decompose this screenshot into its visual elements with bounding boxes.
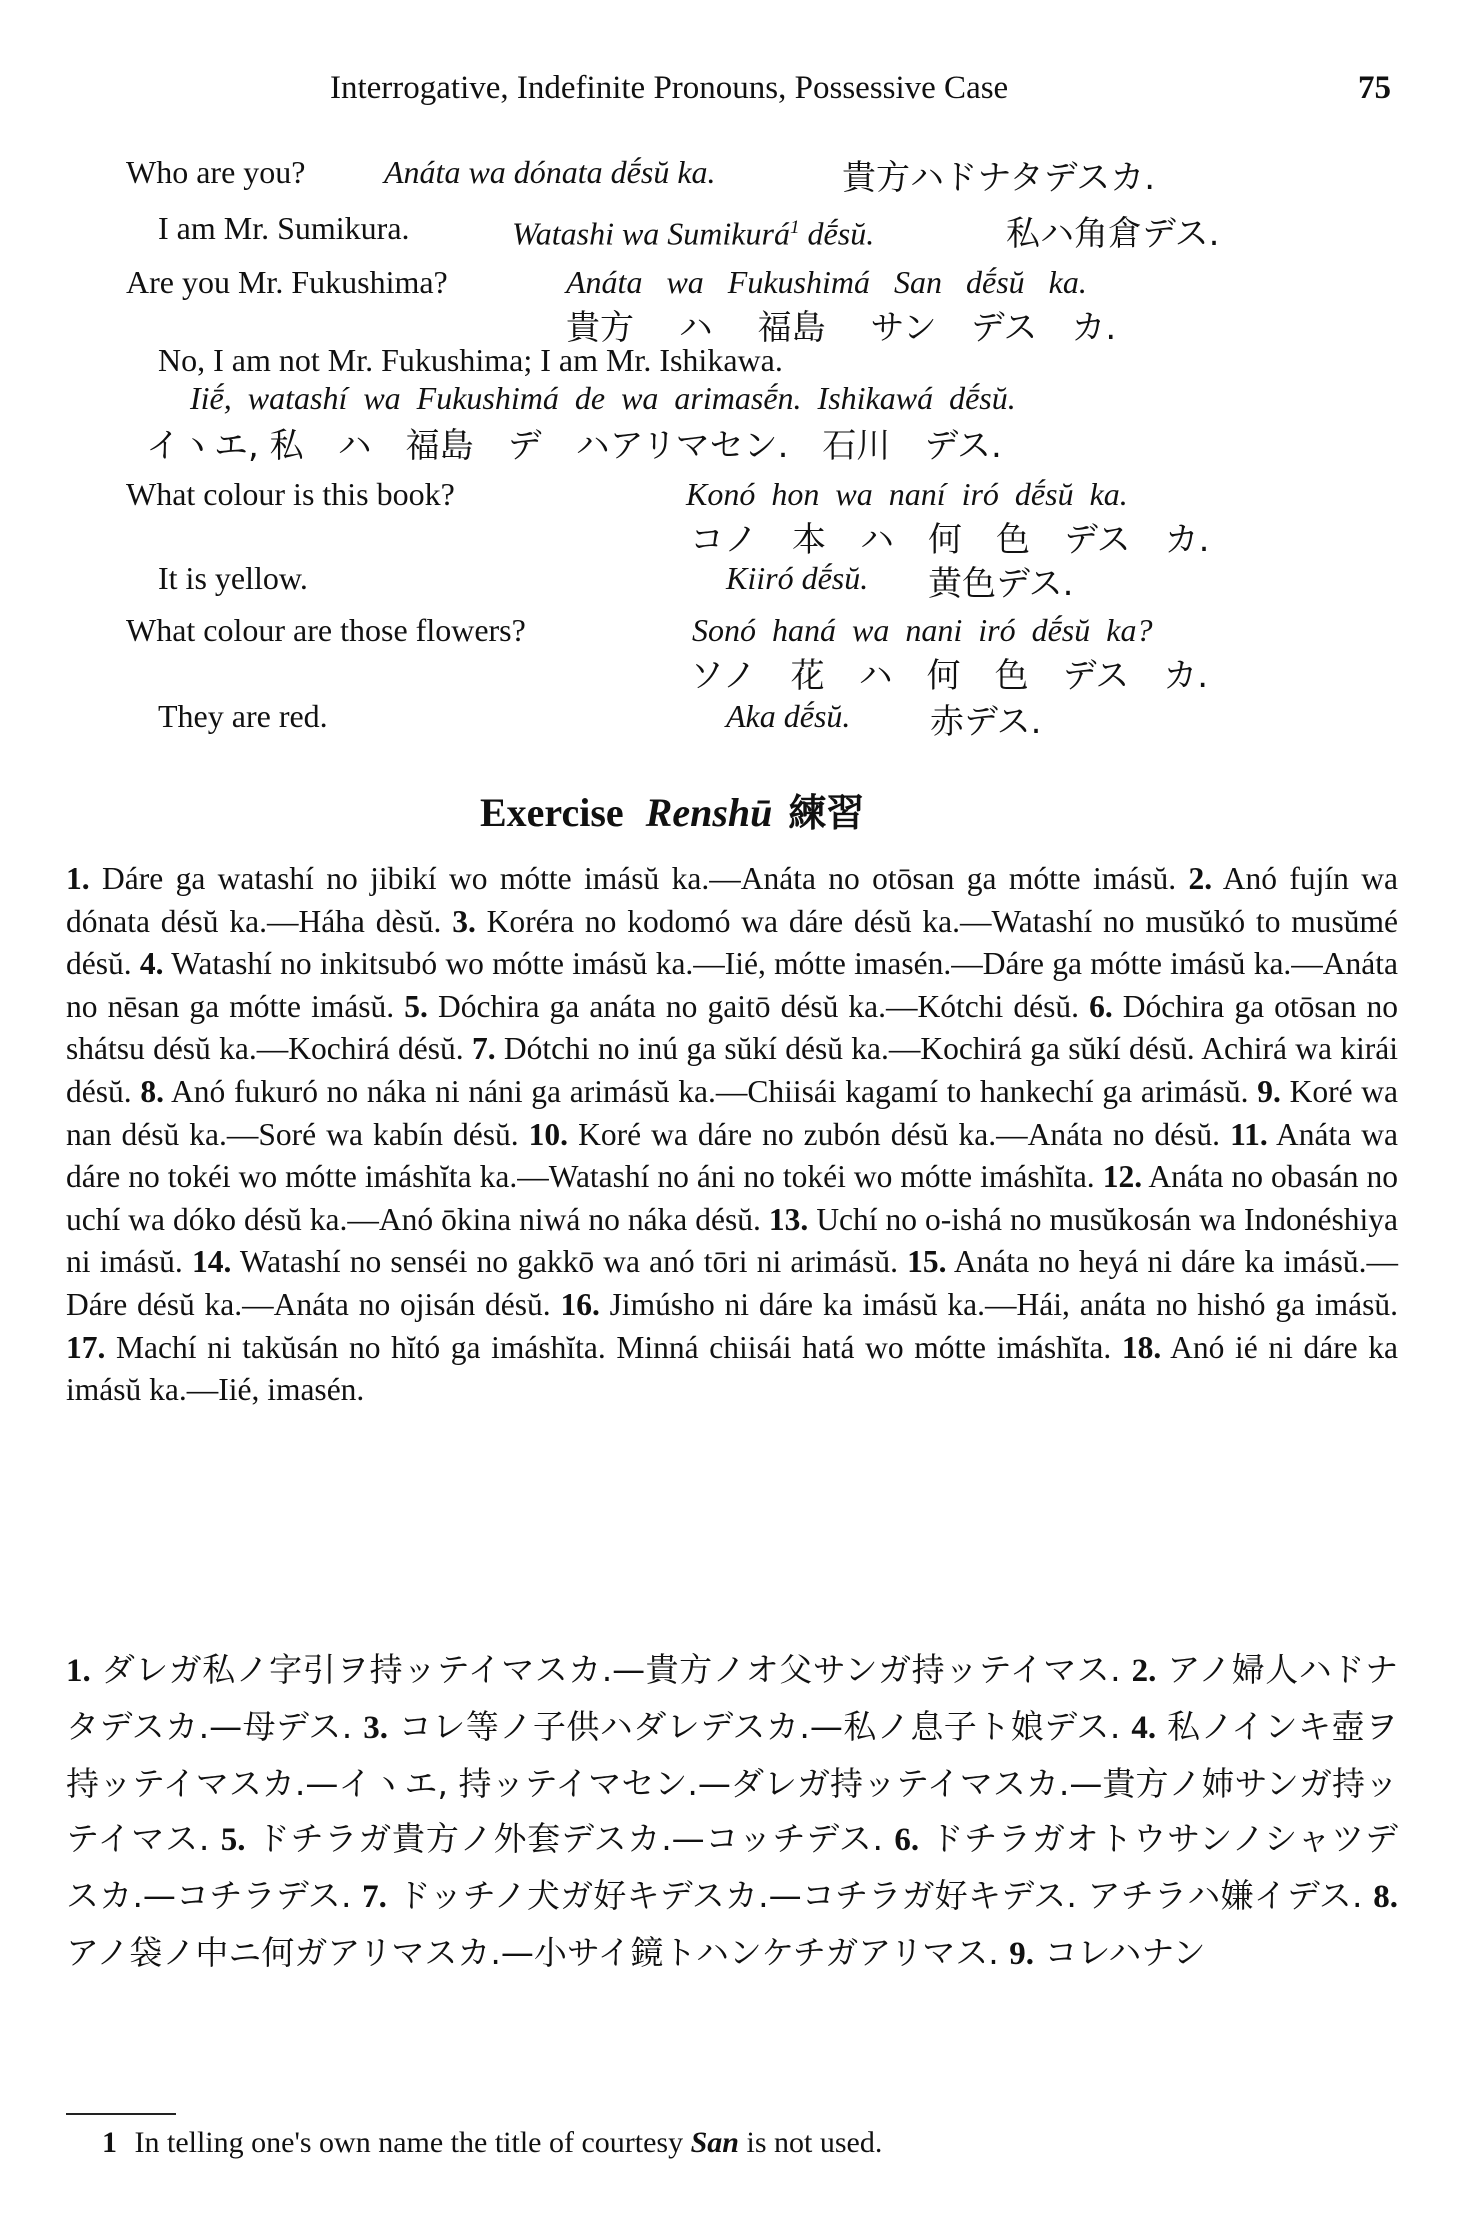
exercise-item-text: Anó ié ni dáre ka imásŭ ka.—Iié, imasén. [66,1329,1399,1408]
exercise-item-text: アノ袋ノ中ニ何ガアリマスカ.—小サイ鏡トハンケチガアリマス. [66,1933,999,1972]
dialogue-line-en: No, I am not Mr. Fukushima; I am Mr. Ishikawa. [158,342,783,378]
exercise-item [560,1287,1398,1322]
exercise-item-text: Anó fukuró no náka ni náni ga arimásŭ ka.—Chiisái kagamí to hankechí ga arimásŭ. [170,1073,1249,1109]
exercise-item-number: 13. [768,1201,809,1237]
exercise-item-text: Koré wa nan désŭ ka.—Soré wa kabín désŭ. [66,1073,1399,1152]
exercise-item-text: Anáta no obasán no uchí wa dóko désŭ ka.—Anó ōkina niwá no náka désŭ. [66,1159,1398,1237]
exercise-item-number: 9. [1257,1073,1281,1109]
romaji-text: dḗsŭ. [807,215,875,252]
footnote-marker: 1 [102,2126,117,2159]
dialogue-line-japanese: 黄色デス. [928,564,1074,604]
exercise-item-text: Anó fujín wa dónata désŭ ka.—Háha dèsŭ. [66,861,1398,939]
exercise-title: Exercise [480,790,624,835]
exercise-item-text: 私ノインキ壺ヲ持ッテイマスカ.—イヽエ, 持ッテイマセン.—ダレガ持ッテイマスカ.—貴方ノ姉サンガ持ッテイマス. [66,1707,1399,1858]
exercise-item-text: Jimúsho ni dáre ka imásŭ ka.—Hái, anáta no hishó ga imásŭ. [609,1286,1398,1322]
footnote-emphasis: San [690,2126,739,2159]
dialogue-line-romaji: Anáta wa Fukushimá San dḗsŭ ka. [566,264,1087,300]
exercise-item-text: Dóchira ga anáta no gaitō désŭ ka.—Kótchi désŭ. [438,988,1079,1024]
page-number: 75 [1358,70,1391,106]
exercise-item-number: 3. [452,903,476,939]
exercise-item-number: 15. [907,1244,947,1280]
exercise-item-number: 3. [363,1710,388,1746]
exercise-item-number: 2. [1188,861,1213,896]
exercise-item-number: 18. [1121,1329,1162,1365]
exercise-item-number: 2. [1131,1653,1157,1689]
exercise-item-number: 8. [140,1073,164,1109]
exercise-item [140,1074,1248,1109]
exercise-item-number: 5. [220,1822,246,1858]
exercise-item-text: Machí ni takŭsán no hĭtó ga imáshĭta. Minná chiisái hatá wo mótte imáshĭta. [116,1329,1112,1365]
footnote-text: In telling one's own name the title of courtesy [134,2126,684,2159]
exercise-item-text: Dótchi no inú ga sŭkí désŭ ka.—Kochirá ga sŭkí désŭ. Achirá wa kirái désŭ. [66,1031,1399,1109]
exercise-item-number: 4. [1131,1710,1157,1746]
exercise-item-text: Watashí no senséi no gakkō wa anó tōri ni arimásŭ. [239,1244,898,1280]
exercise-heading [480,782,864,837]
dialogue-line-en: It is yellow. [158,560,308,596]
exercise-item [363,1707,1120,1746]
exercise-item-number: 6. [894,1822,920,1858]
exercise-item-text: ドッチノ犬ガ好キデスカ.—コチラガ好キデス. アチラハ嫌イデス. [397,1876,1363,1915]
exercise-item-text: ダレガ私ノ字引ヲ持ッテイマスカ.—貴方ノオ父サンガ持ッテイマス. [101,1650,1121,1689]
exercise-item-text: コレ等ノ子供ハダレデスカ.—私ノ息子ト娘デス. [398,1707,1121,1746]
dialogue-line-en: I am Mr. Sumikura. [158,210,410,246]
exercise-item-number: 17. [66,1329,106,1365]
exercise-title-japanese: 練習 [788,791,865,835]
exercise-item-number: 11. [1230,1116,1268,1152]
exercise-item-text: Dáre ga watashí no jibikí wo mótte imásŭ ka.—Anáta no otōsan ga mótte imásŭ. [102,861,1177,896]
exercise-item-number: 4. [139,946,164,982]
exercise-item-number: 7. [362,1879,387,1915]
dialogue-line-romaji [512,208,874,254]
exercise-item-text: アノ婦人ハドナタデスカ.—母デス. [66,1650,1398,1746]
footnote-ref: 1 [789,217,800,238]
exercise-item-number: 1. [66,861,90,896]
exercise-item [1009,1933,1205,1972]
dialogue-line-en: What colour are those flowers? [126,612,526,648]
dialogue-line-romaji: Kiiró dḗsŭ. [726,560,869,596]
exercise-item-text: Watashí no inkitsubó wo mótte imásŭ ka.—Iié, mótte imasén.—Dáre ga mótte imásŭ ka.—Anáta no nēsan ga mótte imásŭ. [66,946,1399,1024]
dialogue-line-romaji: Anáta wa dónata dḗsŭ ka. [384,154,716,190]
exercise-item-text: Anáta no heyá ni dáre ka imásŭ.—Dáre désŭ ka.—Anáta no ojisán désŭ. [66,1244,1399,1322]
exercise-item-text: ドチラガオトウサンノシャツデスカ.—コチラデス. [66,1819,1398,1915]
dialogue-line-en: Are you Mr. Fukushima? [126,264,448,300]
footnote [102,2126,882,2160]
exercise-item-number: 14. [191,1244,232,1280]
dialogue-line-japanese: 貴方ハドナタデスカ. [842,158,1156,198]
dialogue-line-japanese: 赤デス. [930,702,1042,742]
exercise-item-text: Koréra no kodomó wa dáre désŭ ka.—Watashí no musŭkó to musŭmé désŭ. [66,903,1399,982]
footnote-rule [66,2113,176,2115]
exercise-item-number: 1. [66,1653,91,1689]
exercise-romaji-paragraph [66,858,1398,1412]
dialogue-line-en: Who are you? [126,154,306,190]
exercise-item-number: 16. [560,1286,600,1322]
running-header: Interrogative, Indefinite Pronouns, Possessive Case [330,70,1009,106]
exercise-item-text: Koré wa dáre no zubón désŭ ka.—Anáta no désŭ. [578,1116,1221,1152]
exercise-item-number: 9. [1009,1936,1035,1972]
dialogue-line-romaji: Sonó haná wa nani iró dḗsŭ ka? [692,612,1153,648]
exercise-item-text: ドチラガ貴方ノ外套デスカ.—コッチデス. [256,1819,884,1858]
exercise-item [404,989,1079,1024]
dialogue-line-japanese: ソノ 花 ハ 何 色 デス カ. [690,656,1209,696]
exercise-item [66,1330,1111,1365]
exercise-item-number: 12. [1102,1159,1143,1195]
dialogue-line-romaji: Konó hon wa naní iró dḗsŭ ka. [686,476,1128,512]
exercise-item [529,1117,1220,1152]
exercise-item [221,1819,883,1858]
romaji-text: Watashi wa Sumikurá [512,215,790,252]
exercise-item [192,1244,898,1279]
dialogue-line-romaji: Iiḗ, watashí wa Fukushimá de wa arimasḗn. Ishikawá dḗsŭ. [190,380,1016,416]
dialogue-line-en: They are red. [158,698,328,734]
exercise-item-text: Uchí no o-ishá no musŭkosán wa Indonéshiya ni imásŭ. [66,1201,1399,1280]
dialogue-line-japanese: イヽエ, 私 ハ 福島 デ ハアリマセン. 石川 デス. [146,426,1002,466]
exercise-item-number: 7. [471,1031,496,1067]
exercise-japanese-paragraph [66,1642,1398,1982]
exercise-item [66,861,1176,896]
dialogue-line-japanese: 貴方 ハ 福島 サン デス カ. [566,308,1117,348]
exercise-item [362,1876,1362,1915]
exercise-item-text: Anáta wa dáre no tokéi wo mótte imáshĭta ka.—Watashí no áni no tokéi wo mótte imáshĭta. [66,1116,1399,1195]
exercise-item-text: Dóchira ga otōsan no shátsu désŭ ka.—Kochirá désŭ. [66,988,1398,1067]
dialogue-line-japanese: コノ 本 ハ 何 色 デス カ. [690,520,1210,560]
exercise-item-text: コレハナン [1044,1933,1206,1972]
dialogue-line-en: What colour is this book? [126,476,455,512]
exercise-item-number: 8. [1373,1879,1398,1915]
exercise-item-number: 10. [528,1116,569,1152]
dialogue-line-japanese: 私ハ角倉デス. [1006,214,1220,254]
dialogue-line-romaji: Aka dḗsŭ. [726,698,851,734]
exercise-item [66,1650,1121,1689]
exercise-item-number: 5. [404,988,428,1024]
exercise-item-number: 6. [1089,988,1113,1024]
footnote-text: is not used. [746,2126,883,2159]
exercise-title-romaji: Renshū [645,790,773,835]
